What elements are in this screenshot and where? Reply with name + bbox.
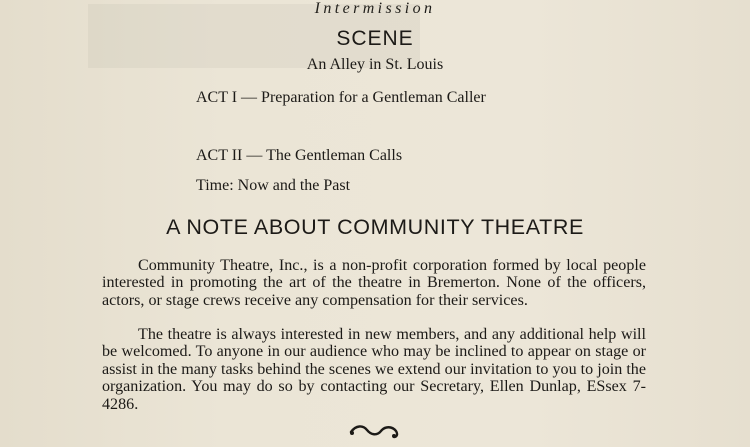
act-one-line: ACT I — Preparation for a Gentleman Caller [196, 89, 486, 106]
note-paragraph-2: The theatre is always interested in new members, and any additional help will be welcomed. To anyone in our audience who may be inclined to appear on stage or assist in the many tasks behind the scenes we extend our invitation to you to join the organization. You may do so by contacting our Secretary, Ellen Dunlap, ESsex 7-4286. [102, 326, 646, 413]
intermission-label: Intermission [314, 0, 436, 17]
swash-ornament-icon [0, 422, 750, 440]
time-line: Time: Now and the Past [196, 177, 351, 194]
note-paragraph-1: Community Theatre, Inc., is a non-profit corporation formed by local people interested in promoting the art of the theatre in Bremerton. None of the officers, actors, or stage crews receive any compensation for their services. [102, 257, 646, 309]
scene-title: SCENE [336, 27, 414, 50]
note-heading: A NOTE ABOUT COMMUNITY THEATRE [166, 215, 584, 239]
act-two-line: ACT II — The Gentleman Calls [196, 147, 403, 164]
scene-location: An Alley in St. Louis [306, 56, 444, 73]
